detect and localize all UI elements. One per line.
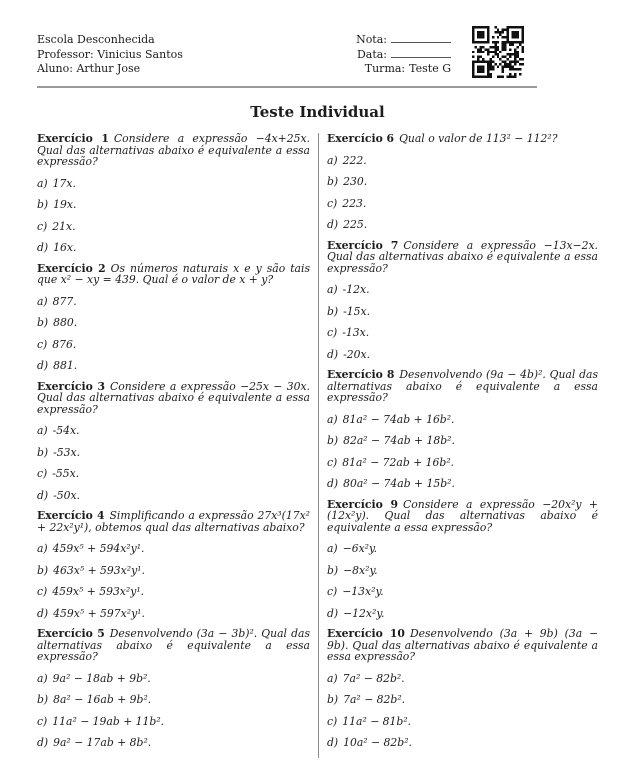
option-text: 9a² − 18ab + 9b². [52, 671, 151, 685]
exercise-question [327, 628, 598, 663]
option-text: -15x. [343, 304, 371, 318]
option-text: 463x⁵ + 593x²y¹. [53, 563, 145, 577]
option-text: 19x. [53, 198, 77, 211]
exercise-question [37, 510, 310, 533]
exercise-option [327, 543, 598, 555]
option-letter: a) [37, 176, 48, 190]
exercise-label: Exercício 4 [37, 509, 105, 522]
exercise-question [37, 628, 310, 663]
option-text: 880. [53, 316, 78, 329]
option-letter: c) [37, 219, 48, 233]
exercise-option [37, 447, 310, 459]
option-text: −6x²y. [342, 542, 378, 555]
data-blank-line [391, 48, 451, 58]
student-line: Aluno: Arthur Jose [37, 62, 141, 75]
option-text: -20x. [343, 347, 371, 361]
exercise-option [37, 565, 310, 577]
exercise-option [37, 178, 310, 190]
question-text: Desenvolvendo (9a − 4b)². Qual das alternativas abaixo é equivalente a essa expressão? [327, 368, 598, 404]
exercise-label: Exercício 1 [37, 132, 109, 145]
exercise-option [37, 673, 310, 685]
exercise-option [327, 478, 598, 490]
option-letter: a) [327, 542, 338, 555]
option-letter: d) [327, 218, 339, 231]
question-text: Os números naturais x e y são tais que x² − xy = 439. Qual é o valor de x + y? [37, 261, 310, 286]
exercise-option [327, 694, 598, 706]
exercise [37, 628, 310, 749]
nota-blank-line [391, 33, 451, 43]
option-text: 80a² − 74ab + 15b². [343, 477, 455, 490]
option-letter: b) [327, 563, 339, 577]
option-text: 459x⁵ + 593x²y¹. [52, 585, 145, 598]
exercise-columns [37, 133, 598, 758]
data-label: Data: [356, 47, 387, 61]
option-letter: b) [37, 316, 49, 329]
option-letter: b) [37, 563, 49, 577]
question-text: Considere a expressão −25x − 30x. Qual das alternativas abaixo é equivalente a essa expressão? [37, 379, 310, 416]
left-column [37, 133, 318, 758]
option-letter: a) [37, 294, 48, 308]
option-text: −8x²y. [343, 563, 378, 577]
question-text: Qual o valor de 113² − 112²? [399, 132, 558, 145]
exercise-option [327, 349, 598, 361]
exercise-label: Exercício 5 [37, 627, 105, 640]
option-text: 877. [52, 294, 77, 308]
exercise-option [37, 608, 310, 620]
exercise-label: Exercício 10 [327, 627, 405, 640]
right-column [318, 133, 598, 758]
option-letter: a) [327, 671, 338, 685]
option-letter: c) [37, 714, 48, 728]
option-text: 225. [343, 218, 368, 231]
exercise-option [327, 716, 598, 728]
exercise-option [327, 306, 598, 318]
exercise-question [37, 133, 310, 168]
option-text: 223. [342, 196, 367, 210]
nota-row [356, 33, 451, 48]
option-letter: a) [37, 424, 48, 437]
option-text: 11a² − 19ab + 11b². [52, 714, 165, 728]
professor-line: Professor: Vinicius Santos [37, 47, 183, 61]
option-text: 876. [52, 337, 77, 351]
option-text: -50x. [53, 488, 81, 502]
question-text: Simplificando a expressão 27x³(17x² + 22x²y¹), obtemos qual das alternativas abaixo? [37, 509, 310, 534]
exercise-option [37, 425, 310, 437]
option-text: 459x⁵ + 594x²y¹. [52, 542, 145, 555]
grade-block [356, 33, 451, 77]
option-letter: d) [327, 736, 339, 749]
exercise-option [327, 198, 598, 210]
option-text: 7a² − 82b². [343, 693, 406, 706]
option-letter: d) [327, 347, 339, 361]
exercise-question [327, 499, 598, 534]
option-letter: b) [327, 434, 339, 447]
option-text: 230. [343, 175, 368, 188]
option-letter: d) [327, 477, 339, 490]
option-text: -12x. [342, 283, 370, 296]
option-text: 11a² − 81b². [342, 714, 412, 728]
question-text: Desenvolvendo (3a − 3b)². Qual das alternativas abaixo é equivalente a essa expressão? [37, 627, 310, 663]
exercise-option [37, 716, 310, 728]
option-text: 81a² − 72ab + 16b². [342, 455, 455, 469]
exercise-option [327, 565, 598, 577]
exercise-label: Exercício 3 [37, 379, 105, 393]
exercise-option [327, 155, 598, 167]
exercise-option [37, 296, 310, 308]
exercise-option [327, 327, 598, 339]
option-letter: a) [37, 671, 48, 685]
exercise [327, 133, 598, 231]
exercise-label: Exercício 6 [327, 132, 395, 145]
option-letter: a) [37, 542, 48, 555]
exercise-option [327, 586, 598, 598]
turma-value: Teste G [409, 62, 451, 75]
option-text: 7a² − 82b². [342, 671, 405, 685]
question-text: Considere a expressão −4x+25x. Qual das alternativas abaixo é equivalente a essa expressão? [37, 132, 310, 168]
exercise-question [327, 133, 598, 145]
option-text: -53x. [53, 445, 81, 459]
exercise [37, 133, 310, 254]
exercise-option [327, 673, 598, 685]
exercise [327, 369, 598, 490]
option-letter: c) [327, 455, 338, 469]
exercise-option [37, 317, 310, 329]
exercise-option [327, 176, 598, 188]
exercise-option [37, 490, 310, 502]
qr-code-icon [472, 26, 524, 78]
option-letter: b) [327, 175, 339, 188]
option-text: 21x. [52, 219, 76, 233]
option-letter: c) [327, 196, 338, 210]
nota-label: Nota: [356, 33, 387, 46]
option-letter: c) [327, 714, 338, 728]
page-title: Teste Individual [250, 103, 385, 121]
exercise-option [37, 543, 310, 555]
option-letter: c) [327, 585, 338, 598]
identification-block [37, 33, 183, 77]
option-letter: c) [37, 467, 48, 480]
exercise-option [327, 737, 598, 749]
exercise-question [37, 263, 310, 286]
question-text: Desenvolvendo (3a + 9b) (3a − 9b). Qual das alternativas abaixo é equivalente a essa expressão? [327, 627, 599, 663]
option-text: 82a² − 74ab + 18b². [343, 434, 455, 447]
exercise [327, 240, 598, 361]
exercise-option [37, 339, 310, 351]
exercise [327, 499, 598, 620]
option-letter: d) [327, 606, 339, 620]
option-text: 17x. [52, 176, 76, 190]
option-letter: b) [327, 693, 339, 706]
option-text: -13x. [342, 326, 370, 339]
exercise-question [37, 381, 310, 416]
option-letter: c) [37, 585, 48, 598]
exercise-option [327, 435, 598, 447]
option-text: −12x²y. [343, 606, 385, 620]
exercise [37, 381, 310, 502]
option-letter: d) [37, 241, 49, 254]
exercise-option [37, 199, 310, 211]
option-text: -55x. [52, 467, 80, 480]
exercise-option [37, 360, 310, 372]
option-letter: a) [327, 412, 338, 426]
school-name: Escola Desconhecida [37, 33, 155, 46]
exercise-option [37, 221, 310, 233]
option-text: 9a² − 17ab + 8b². [53, 736, 152, 749]
exercise-option [327, 284, 598, 296]
exercise-option [327, 219, 598, 231]
option-letter: b) [37, 445, 49, 459]
option-text: 81a² − 74ab + 16b². [342, 412, 455, 426]
exercise-option [327, 457, 598, 469]
turma-row [356, 62, 451, 77]
option-letter: d) [37, 606, 49, 620]
exercise-question [327, 369, 598, 404]
option-text: 459x⁵ + 597x²y¹. [53, 606, 145, 620]
option-text: 881. [53, 359, 78, 372]
option-text: 222. [342, 153, 367, 167]
option-letter: c) [37, 337, 48, 351]
exercise-option [37, 694, 310, 706]
option-letter: b) [37, 693, 49, 706]
exercise [327, 628, 598, 749]
option-text: 8a² − 16ab + 9b². [53, 693, 152, 706]
exercise-option [37, 242, 310, 254]
exercise-option [37, 737, 310, 749]
document-header [37, 30, 537, 88]
exercise-label: Exercício 9 [327, 497, 399, 511]
exercise [37, 510, 310, 619]
turma-label: Turma: [364, 62, 406, 75]
exercise-option [327, 414, 598, 426]
option-text: -54x. [52, 424, 80, 437]
option-letter: a) [327, 283, 338, 296]
exercise-label: Exercício 2 [37, 261, 106, 275]
option-letter: a) [327, 153, 338, 167]
data-row [356, 48, 451, 63]
option-letter: b) [37, 198, 49, 211]
exercise [37, 263, 310, 372]
option-letter: d) [37, 359, 49, 372]
option-letter: d) [37, 736, 49, 749]
exercise-label: Exercício 8 [327, 368, 395, 381]
question-text: Considere a expressão −13x−2x. Qual das alternativas abaixo é equivalente a essa expressão? [327, 238, 598, 275]
exercise-label: Exercício 7 [327, 238, 399, 252]
option-letter: d) [37, 488, 49, 502]
option-text: 16x. [53, 241, 77, 254]
question-text: Considere a expressão −20x²y + (12x²y). Qual das alternativas abaixo é equivalente a essa expressão? [327, 497, 598, 534]
option-text: 10a² − 82b². [343, 736, 412, 749]
exercise-option [37, 586, 310, 598]
exercise-option [37, 468, 310, 480]
option-letter: b) [327, 304, 339, 318]
exercise-option [327, 608, 598, 620]
option-letter: c) [327, 326, 338, 339]
option-text: −13x²y. [342, 585, 384, 598]
exercise-question [327, 240, 598, 275]
